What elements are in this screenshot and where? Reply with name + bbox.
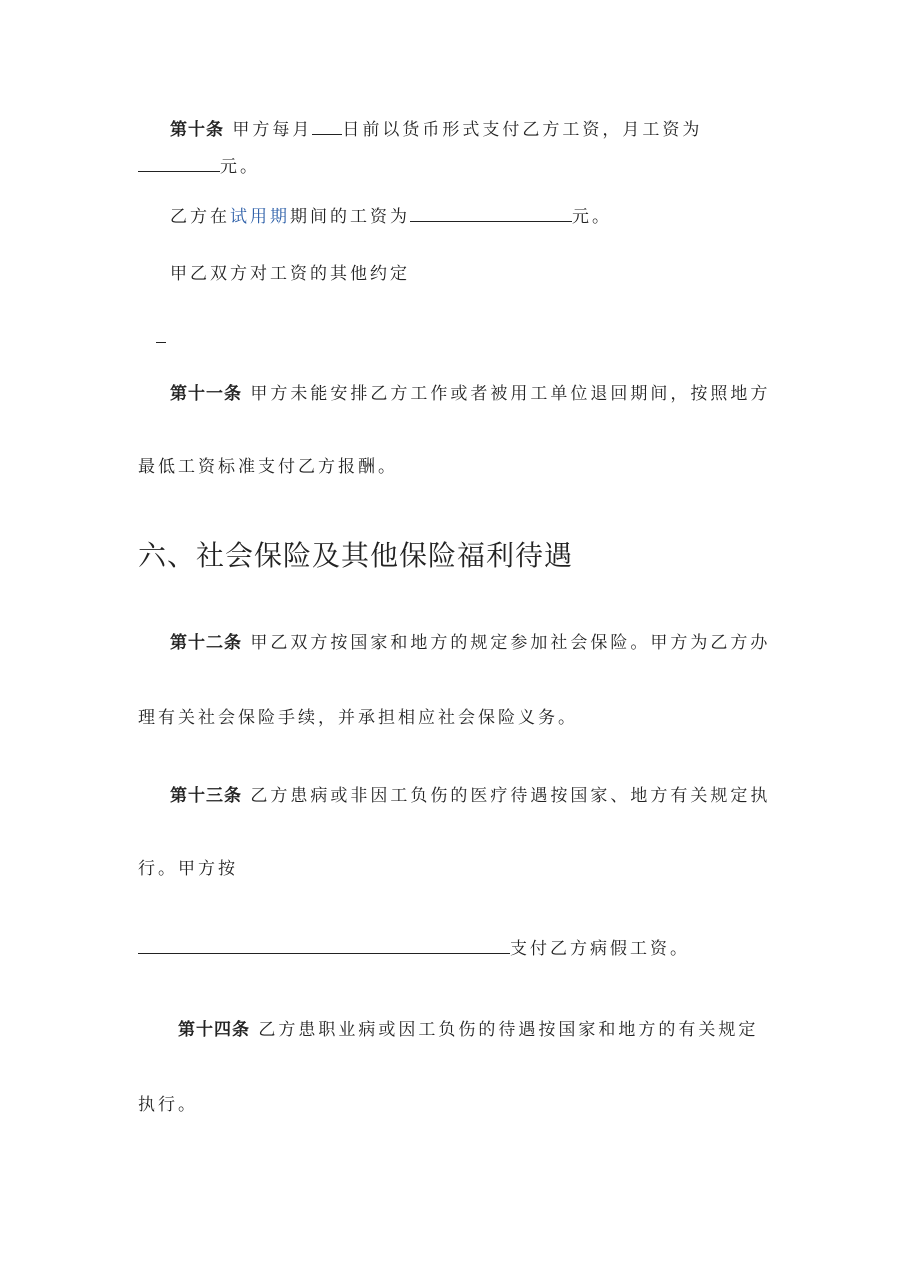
article-12-text-2: 理有关社会保险手续，并承担相应社会保险义务。 <box>138 708 578 728</box>
probation-text-3: 元。 <box>572 207 612 227</box>
other-agreement-line <box>170 262 410 286</box>
monthly-salary-blank[interactable] <box>138 153 220 172</box>
article-10-text-3: 元。 <box>220 157 260 177</box>
article-14-line-2 <box>138 1093 198 1117</box>
article-13-line-3 <box>138 935 690 961</box>
article-13-text-1: 乙方患病或非因工负伤的医疗待遇按国家、地方有关规定执 <box>250 786 771 806</box>
article-11-title: 第十一条 <box>170 384 242 404</box>
article-11-line-2 <box>138 455 398 479</box>
article-10-text-1: 甲方每月 <box>232 120 313 140</box>
article-10-line-1 <box>170 116 702 142</box>
article-13-text-3: 支付乙方病假工资。 <box>510 939 690 959</box>
sick-leave-pay-blank[interactable] <box>138 935 510 954</box>
article-13-line-2 <box>138 857 238 881</box>
article-11-text-1: 甲方未能安排乙方工作或者被用工单位退回期间，按照地方 <box>250 384 771 404</box>
probation-salary-blank[interactable] <box>410 203 572 222</box>
article-14-text-1: 乙方患职业病或因工负伤的待遇按国家和地方的有关规定 <box>258 1020 759 1040</box>
article-10-text-2: 日前以货币形式支付乙方工资，月工资为 <box>342 120 703 140</box>
article-12-line-1 <box>170 631 770 655</box>
article-14-title: 第十四条 <box>178 1020 250 1040</box>
article-12-title: 第十二条 <box>170 633 242 653</box>
probation-text-2: 期间的工资为 <box>290 207 410 227</box>
other-agreement-text: 甲乙双方对工资的其他约定 <box>170 264 410 284</box>
section-6-heading: 六、社会保险及其他保险福利待遇 <box>138 539 574 572</box>
article-10-title: 第十条 <box>170 120 224 140</box>
probation-line <box>170 203 612 229</box>
article-13-title: 第十三条 <box>170 786 242 806</box>
article-14-text-2: 执行。 <box>138 1095 198 1115</box>
other-agreement-blank[interactable] <box>156 342 166 343</box>
article-13-line-1 <box>170 784 770 808</box>
article-14-line-1 <box>178 1018 758 1042</box>
article-11-text-2: 最低工资标准支付乙方报酬。 <box>138 457 398 477</box>
probation-link[interactable]: 试用期 <box>230 207 290 227</box>
probation-text-1: 乙方在 <box>170 207 230 227</box>
article-10-line-2 <box>138 153 260 179</box>
day-blank[interactable] <box>312 116 342 135</box>
article-12-text-1: 甲乙双方按国家和地方的规定参加社会保险。甲方为乙方办 <box>250 633 771 653</box>
article-13-text-2: 行。甲方按 <box>138 859 238 879</box>
article-12-line-2 <box>138 706 578 730</box>
article-11-line-1 <box>170 382 770 406</box>
